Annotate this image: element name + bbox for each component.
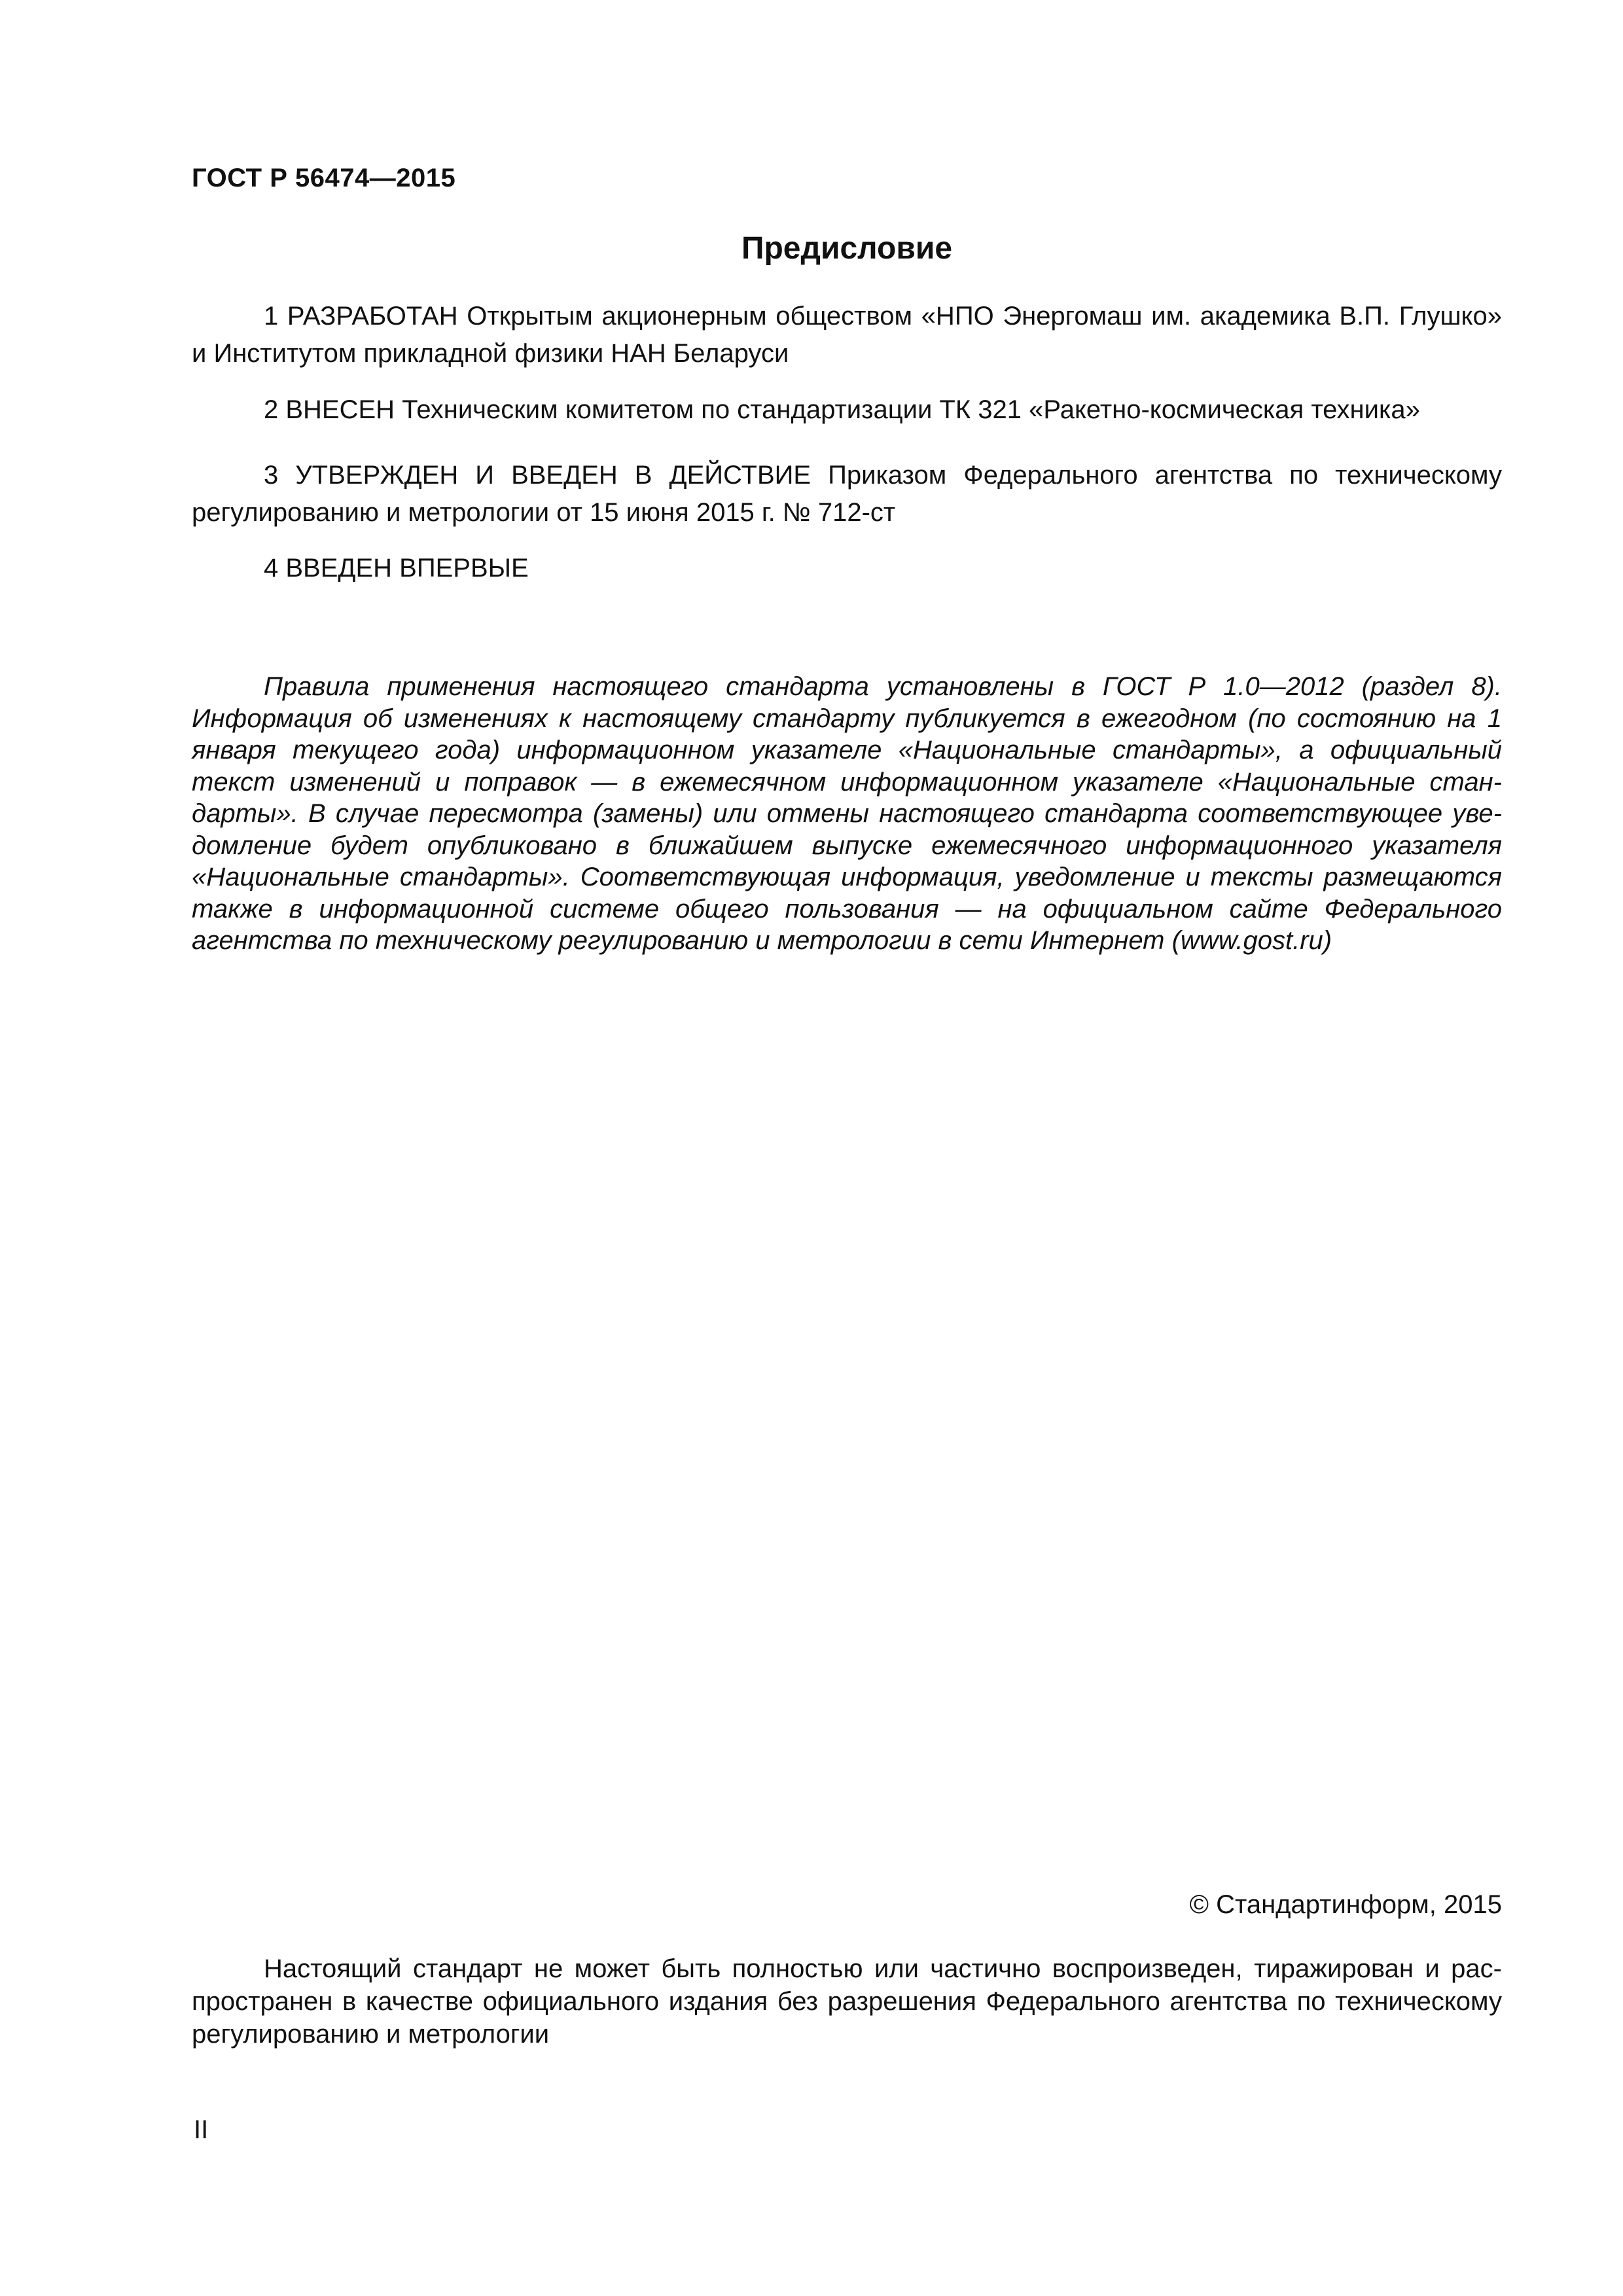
document-code: ГОСТ Р 56474—2015: [192, 164, 456, 192]
page-title: Предисловие: [741, 231, 953, 266]
page-number: II: [194, 2115, 209, 2144]
reproduction-notice: Настоящий стандарт не может быть полностью или частично воспроизведен, тиражирован и распространен в качестве официального издания без разрешения Федерального агентства по техническому регулированию и метрологии: [192, 1954, 1502, 2049]
foreword-item-3: 3 УТВЕРЖДЕН И ВВЕДЕН В ДЕЙСТВИЕ Приказом Федерального агентства по техническому регулированию и метрологии от 15 июня 2015 г. № 712-ст: [192, 461, 1502, 527]
foreword-item-2: 2 ВНЕСЕН Техническим комитетом по стандартизации ТК 321 «Ракетно-космическая техника»: [264, 395, 1420, 424]
foreword-item-1: 1 РАЗРАБОТАН Открытым акционерным обществом «НПО Энергомаш им. академика В.П. Глушко» и Институтом прикладной физики НАН Беларуси: [192, 302, 1502, 368]
application-rules-note: Правила применения настоящего стандарта установлены в ГОСТ Р 1.0—2012 (раздел 8). Информация об изменениях к настоящему стандарту публикуется в ежегодном (по состоянию на 1 января текущего года) информационном указателе «Национальные стандарты», а официальный текст изменений и поправок — в ежемесячном информационном указателе «Национальные стандарты». В случае пересмотра (замены) или отмены настоящего стандарта соответствующее уведомление будет опубликовано в ближайшем выпуске ежемесячного информационного указателя «Национальные стандарты». Соответствующая информация, уведомление и тексты размещаются также в информационной системе общего пользования — на официальном сайте Федерального агентства по техническому регулированию и метрологии в сети Интернет (www.gost.ru): [192, 672, 1502, 955]
copyright-line: © Стандартинформ, 2015: [1189, 1890, 1502, 1919]
foreword-item-4: 4 ВВЕДЕН ВПЕРВЫЕ: [264, 554, 529, 583]
